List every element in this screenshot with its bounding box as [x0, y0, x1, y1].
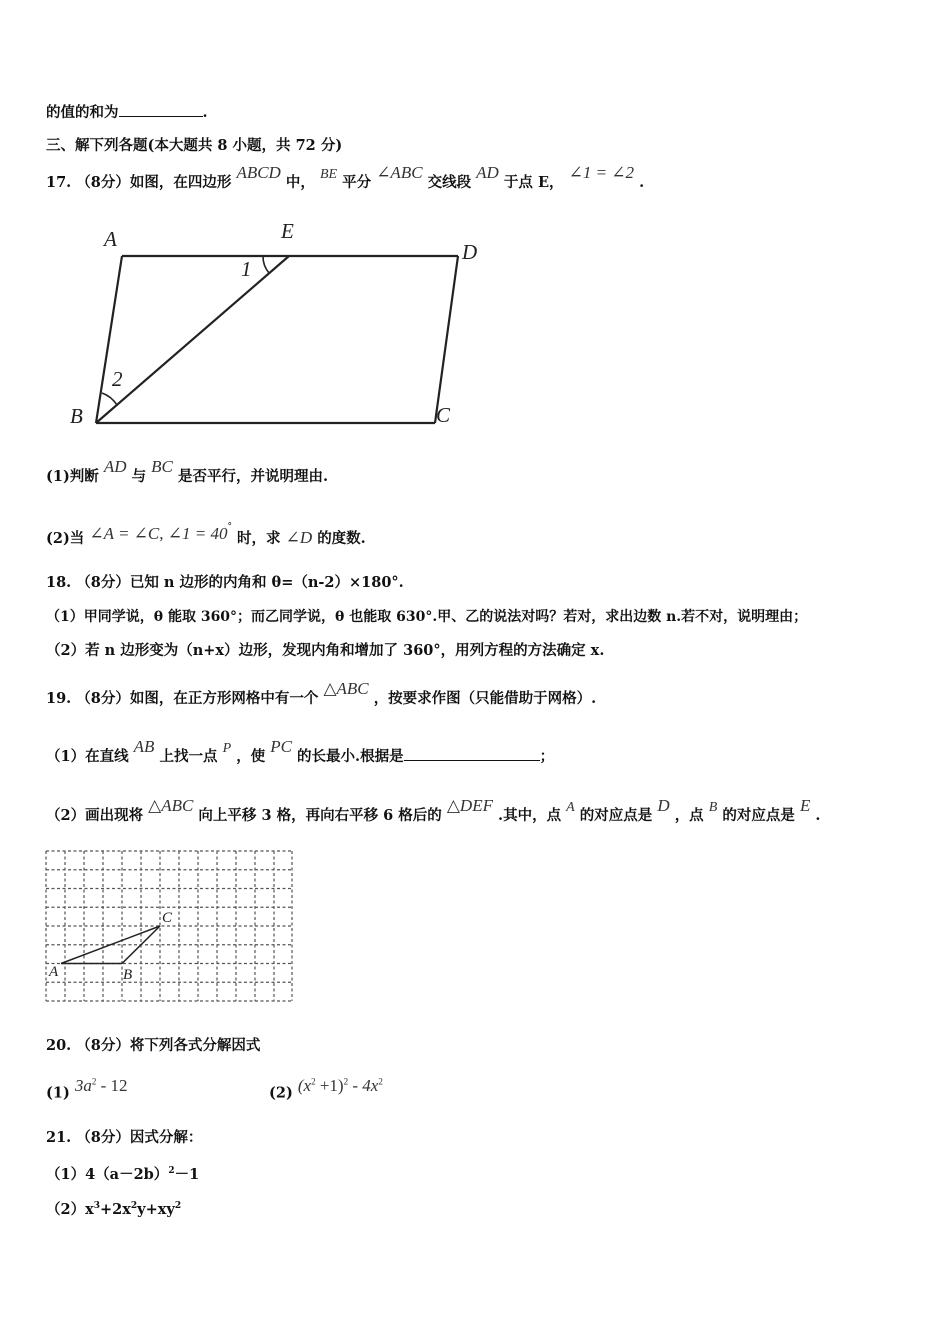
section-3-heading: 三、解下列各题(本大题共 8 小题，共 72 分): [46, 137, 343, 154]
q19-stem: 19. （8分）如图，在正方形网格中有一个 △ABC ，按要求作图（只能借助于网格）.: [46, 679, 597, 707]
label-D: D: [462, 240, 478, 264]
square-grid-figure: [40, 846, 300, 1006]
segment-BA: [96, 256, 122, 423]
q18-stem: 18. （8分）已知 n 边形的内角和 θ=（n-2）×180°.: [46, 574, 404, 591]
q20-expression-2: $(x^2 +1)^2 - 4x^2$: [297, 1075, 383, 1095]
q17-stem: 17. （8分）如图，在四边形 ABCD 中， BE 平分 ∠ABC 交线段 AD 于点 E， ∠1 = ∠2 .: [46, 163, 645, 191]
quadrilateral-figure: [60, 210, 490, 440]
angle-2-arc: [102, 393, 117, 405]
label-C: C: [436, 403, 451, 427]
q21-part1: $(1)4(a-2b)^2-1$: [46, 1165, 200, 1183]
previous-question-tail: 的值的和为 .: [46, 104, 208, 121]
q19-part1: （1）在直线 AB 上找一点 P ，使 PC 的长最小.根据是 ；: [46, 737, 555, 765]
label-1: 1: [241, 257, 252, 281]
q20-expression-1: $3a^2 - 12$: [74, 1075, 128, 1095]
answer-blank[interactable]: [119, 102, 203, 117]
segment-DC: [435, 256, 458, 423]
reason-blank[interactable]: [404, 746, 540, 761]
segment-BE: [96, 256, 289, 423]
label-A: A: [104, 227, 117, 251]
q17-part2: (2)当 ∠A = ∠C, ∠1 = 40° 时，求 ∠D 的度数.: [46, 522, 366, 547]
angle-1-arc: [263, 256, 269, 273]
label-B: B: [70, 404, 83, 428]
q20-items: (1) $3a^2 - 12$ (2) $(x^2 +1)^2 - 4x^2$: [46, 1075, 383, 1102]
q21-stem: 21. （8分）因式分解：: [46, 1129, 203, 1146]
grid-label-A: A: [49, 964, 59, 980]
label-2: 2: [112, 367, 123, 391]
q18-part2: （2）若 n 边形变为（n+x）边形，发现内角和增加了 360°，用列方程的方法确定 x.: [46, 642, 605, 659]
q18-part1: （1）甲同学说，θ 能取 360°；而乙同学说，θ 也能取 630°.甲、乙的说法对吗？若对，求出边数 n.若不对，说明理由；: [46, 609, 808, 625]
grid-label-B: B: [123, 967, 133, 983]
grid-label-C: C: [162, 910, 173, 926]
q20-stem: 20. （8分）将下列各式分解因式: [46, 1037, 261, 1054]
q17-part1: (1)判断 AD 与 BC 是否平行，并说明理由.: [46, 457, 329, 485]
label-E: E: [281, 219, 294, 243]
q21-part2: $(2)x^3+2x^2y+xy^2$: [46, 1200, 182, 1218]
q19-part2: （2）画出现将 △ABC 向上平移 3 格，再向右平移 6 格后的 △DEF .其中，点 A 的对应点是 D ，点 B 的对应点是 E .: [46, 796, 821, 824]
q20-item-2: (2) $(x^2 +1)^2 - 4x^2$: [269, 1075, 383, 1102]
